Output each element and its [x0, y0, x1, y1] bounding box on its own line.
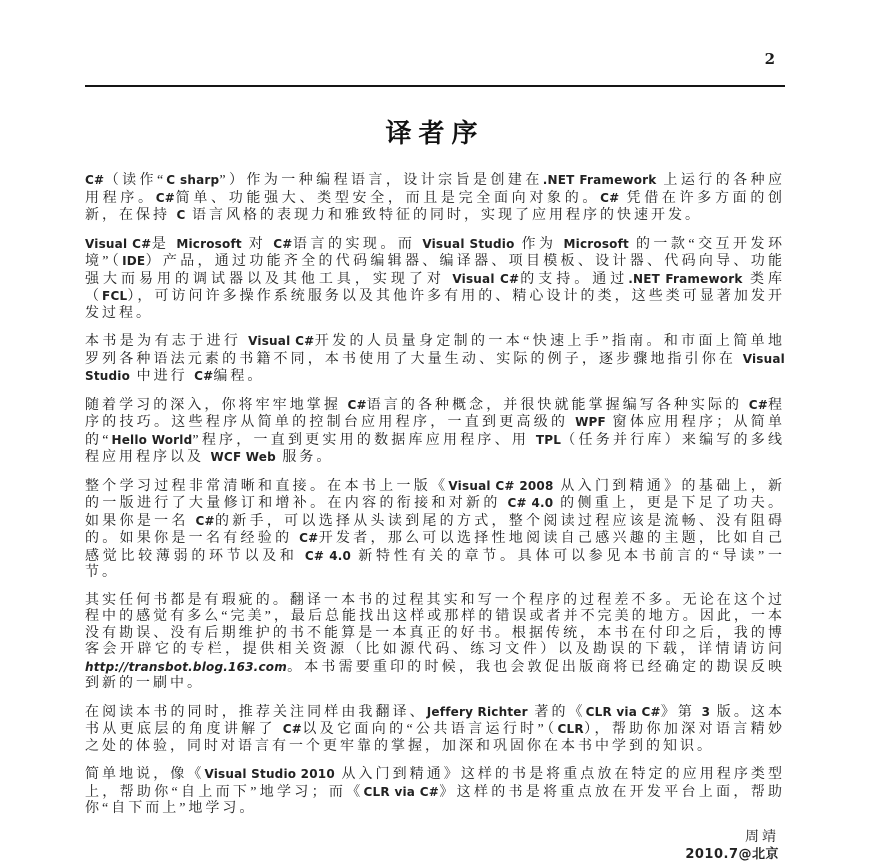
paragraph	[85, 766, 785, 818]
text-run: 语言的各种概念，并很快就能掌握编写各种实际的	[366, 397, 749, 413]
text-run: 著的《	[527, 704, 586, 720]
text-run: 在阅读本书的同时，推荐关注同样由我翻译、	[85, 704, 427, 720]
text-run: CLR via C#	[363, 784, 440, 799]
text-run: 》第	[660, 704, 702, 720]
preface-paragraphs	[85, 172, 785, 818]
text-run: 》这样的书是将重点放在开发平台上面，帮助你“自下而上”地学习。	[85, 784, 785, 816]
text-run: CLR	[557, 722, 584, 736]
text-run: C#	[748, 397, 768, 412]
signature	[85, 829, 785, 863]
text-run: Visual C#	[452, 271, 520, 286]
text-run: CLR via C#	[585, 704, 661, 719]
text-run: ”）作为一种编程语言，设计宗旨是创建在	[219, 173, 543, 188]
text-run: ）产品，通过功能齐全的代码编辑器、编译器、项目模板、设计器、代码向导、功能强大而易用的调试器以及其他工具，实现了对	[85, 254, 786, 287]
text-run: 随着学习的深入，你将牢牢地掌握	[85, 397, 348, 413]
text-run: WCF Web	[210, 450, 276, 464]
text-run: 从入门到精通》的基础上，新的一版进行了大量修订和增补。在内容的衔接和对新的	[85, 478, 785, 511]
text-run: C# 4.0	[304, 548, 352, 563]
paragraph	[85, 236, 785, 323]
text-run: ），帮助你加深对语言精妙之处的体验，同时对语言有一个更牢靠的掌握，加深和巩固你在本书中学到的知识。	[85, 722, 786, 754]
text-run: 的支持。通过	[519, 271, 629, 287]
text-run: C#	[195, 513, 215, 528]
text-run: Visual C#	[248, 334, 315, 348]
text-run: Visual Studio 2010	[204, 767, 335, 781]
text-run: ），可访问许多操作系统服务以及其他许多有用的、精心设计的类，这些类可显著加发开发过程。	[85, 289, 786, 321]
paragraph	[85, 593, 785, 693]
text-run: 本书是为有志于进行	[85, 334, 249, 349]
paragraph	[85, 704, 785, 756]
text-run: Microsoft	[563, 236, 629, 251]
text-run: .NET Framework	[628, 271, 743, 286]
text-run: C#	[273, 236, 293, 251]
text-run: 语言的实现。而	[292, 236, 423, 252]
text-run: 编程。	[213, 369, 265, 384]
paragraph	[85, 333, 785, 386]
text-run: C#	[282, 722, 303, 736]
text-run: 窗体应用程序；从简单的“	[85, 415, 786, 448]
text-run: 整个学习过程非常清晰和直接。在本书上一版《	[85, 478, 449, 494]
text-run: Jeffery Richter	[426, 704, 528, 719]
translator-name: 周靖	[745, 829, 779, 845]
text-run: 上运行的各种应用程序。	[85, 173, 786, 206]
text-run: 以及它面向的“公共语言运行时”（	[302, 722, 558, 737]
text-run: C#	[85, 173, 105, 187]
text-run: C sharp	[166, 173, 220, 187]
text-run: Hello World	[111, 432, 193, 447]
blog-url-text: http://transbot.blog.163.com	[85, 659, 287, 674]
text-run: Visual C#	[85, 236, 152, 251]
paragraph	[85, 397, 785, 467]
page-content	[85, 50, 785, 863]
text-run: 凭借在许多方面的创新，在保持	[85, 190, 786, 223]
text-run: IDE	[122, 254, 146, 268]
text-run: C#	[194, 369, 214, 383]
text-run: （任务并行库）来编写的多线程应用程序以及	[85, 432, 786, 465]
text-run: C#	[155, 190, 175, 205]
text-run: 中进行	[130, 369, 195, 384]
paragraph	[85, 172, 785, 225]
text-run: Visual C# 2008	[448, 478, 554, 493]
text-run: 从入门到精通》这样的书是将重点放在特定的应用程序类型上，帮助你“自上而下”地学习；而《	[85, 767, 785, 800]
page-title: 译者序	[385, 119, 485, 148]
text-run: 类库（	[85, 271, 786, 304]
text-run: C	[176, 208, 186, 222]
text-run: 简单、功能强大、类型安全，而且是完全面向对象的。	[175, 190, 601, 206]
text-run: 开发者，那么可以选择性地阅读自己感兴趣的主题，比如自己感觉比较薄弱的环节以及和	[85, 531, 786, 564]
text-run: .NET Framework	[542, 173, 657, 187]
text-run: C#	[600, 190, 620, 205]
text-run: 3	[701, 704, 711, 719]
text-run: 简单地说，像《	[85, 767, 205, 782]
text-run: 的新手，可以选择从头读到尾的方式，整个阅读过程应该是流畅、没有阻碍的。如果你是一名有经验的	[85, 513, 786, 546]
text-run: 的侧重上，更是下足了功夫。如果你是一名	[85, 496, 786, 529]
page-number: 2	[764, 50, 775, 68]
text-run: 对	[241, 236, 274, 252]
text-run: FCL	[102, 289, 128, 303]
text-run: Visual Studio	[422, 236, 515, 251]
text-run: 语言风格的表现力和雅致特征的同时，实现了应用程序的快速开发。	[185, 208, 703, 223]
text-run: Microsoft	[176, 236, 242, 251]
text-run: 程序的技巧。这些程序从简单的控制台应用程序，一直到更高级的	[85, 397, 786, 430]
text-run: 。本书需要重印的时候，我也会敦促出版商将已经确定的勘误反映到新的一刷中。	[85, 659, 785, 691]
text-run: （读作“	[104, 173, 167, 188]
header-rule	[85, 85, 785, 87]
signature-date: 2010.7@北京	[685, 846, 779, 862]
text-run: Visual Studio	[85, 351, 785, 383]
text-run: 版。这本书从更底层的角度讲解了	[85, 704, 786, 737]
text-run: 作为	[514, 236, 564, 252]
text-run: WPF	[575, 415, 606, 429]
text-run: TPL	[535, 432, 562, 447]
text-run: 的一款“交互开发环境”（	[85, 236, 785, 269]
paragraph	[85, 478, 785, 582]
text-run: 其实任何书都是有瑕疵的。翻译一本书的过程其实和写一个程序的过程差不多。无论在这个过程中的感觉有多么“完美”，最后总能找出这样或那样的错误或者并不完美的地方。因此，一本没有勘误、没有后期维护的书不能算是一本真正的好书。根据传统，本书在付印之后，我的博客会开辟它的专栏，提供相关资源（比如源代码、练习文件）以及勘误的下载，详情请访问	[85, 592, 785, 657]
text-run: C#	[299, 531, 319, 545]
text-run: 是	[151, 236, 177, 252]
text-run: 服务。	[275, 450, 334, 465]
text-run: 新特性有关的章节。具体可以参见本书前言的“导读”一节。	[85, 548, 785, 580]
text-run: C#	[347, 397, 367, 412]
text-run: C# 4.0	[507, 496, 554, 510]
text-run: ”程序，一直到更实用的数据库应用程序、用	[192, 432, 536, 448]
text-run: 开发的人员量身定制的一本“快速上手”指南。和市面上简单地罗列各种语法元素的书籍不同，本书使用了大量生动、实际的例子，逐步骤地指引你在	[85, 334, 785, 367]
